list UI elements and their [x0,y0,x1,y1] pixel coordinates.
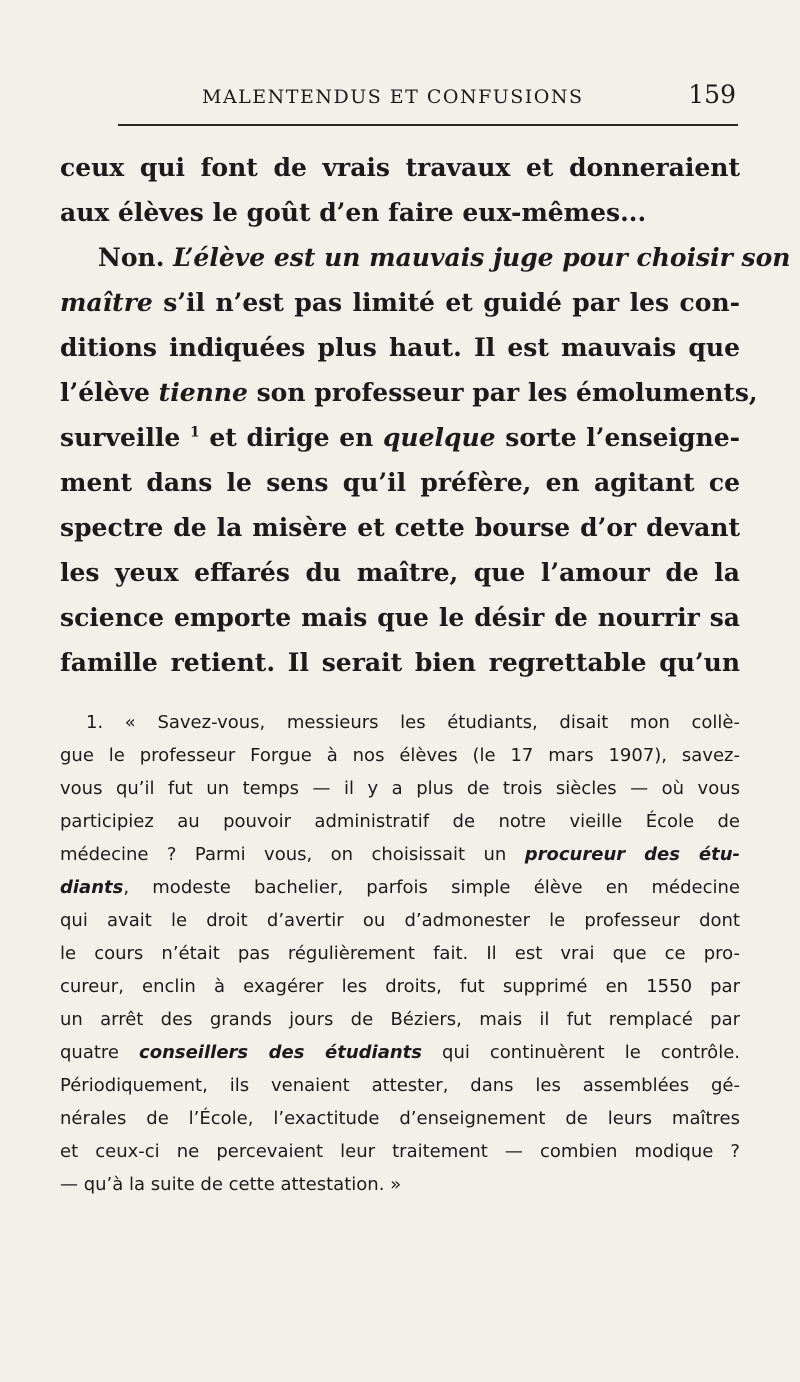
footnote-line: cureur, enclin à exagérer les droits, fut supprimé en 1550 par [60,976,740,997]
footnote-line [60,838,740,871]
text-line: spectre de la misère et cette bourse d’or devant [60,513,740,542]
text-fragment: l’élève [60,378,159,407]
italic-fragment: tienne [158,378,248,407]
footnote-line: le cours n’était pas régulièrement fait. Il est vrai que ce pro- [60,943,740,964]
text-fragment: quatre [60,1042,140,1063]
page-number: 159 [688,80,736,109]
text-line [60,235,791,280]
text-fragment: , modeste bachelier, parfois simple élève en médecine [123,877,740,898]
footnote-line: un arrêt des grands jours de Béziers, mais il fut remplacé par [60,1009,740,1030]
text-fragment: surveille [60,423,190,452]
text-line: famille retient. Il serait bien regrettable qu’un [60,648,740,677]
text-line: ditions indiquées plus haut. Il est mauvais que [60,333,740,362]
footnote-line: vous qu’il fut un temps — il y a plus de trois siècles — où vous [60,778,740,799]
running-title: MALENTENDUS ET CONFUSIONS [202,86,584,108]
footnote-line: — qu’à la suite de cette attestation. » [60,1174,402,1195]
footnote-line [60,1036,740,1069]
footnote-line: participiez au pouvoir administratif de notre vieille École de [60,811,740,832]
italic-fragment: diants [60,877,124,898]
text-fragment: et dirige en [199,423,383,452]
footnote-line: et ceux-ci ne percevaient leur traitement — combien modique ? [60,1141,740,1162]
text-fragment: Non. [98,243,174,272]
footnote-line: gue le professeur Forgue à nos élèves (le 17 mars 1907), savez- [60,745,740,766]
footnote [60,706,740,1201]
text-line: aux élèves le goût d’en faire eux-mêmes... [60,198,647,227]
footnote-line: Périodiquement, ils venaient attester, dans les assemblées gé- [60,1075,740,1096]
italic-fragment: conseillers des étudiants [139,1042,423,1063]
text-line: science emporte mais que le désir de nourrir sa [60,603,740,632]
italic-fragment: L’élève est un mauvais juge pour choisir son [173,243,791,272]
italic-fragment: quelque [382,423,496,452]
running-head [118,80,738,116]
text-fragment: s’il n’est pas limité et guidé par les con- [152,288,740,317]
footnote-line: 1. « Savez-vous, messieurs les étudiants, disait mon collè- [86,712,740,733]
italic-fragment: maître [60,288,153,317]
text-fragment: médecine ? Parmi vous, on choisissait un [60,844,525,865]
footnote-line: nérales de l’École, l’exactitude d’enseignement de leurs maîtres [60,1108,740,1129]
italic-fragment: procureur des étu- [524,844,741,865]
footnote-line: qui avait le droit d’avertir ou d’admonester le professeur dont [60,910,740,931]
header-rule [118,124,738,126]
text-line [60,415,740,460]
text-line: les yeux effarés du maître, que l’amour de la [60,558,740,587]
main-text [60,145,791,685]
text-line: ment dans le sens qu’il préfère, en agitant ce [60,468,740,497]
text-line [60,370,758,415]
text-fragment: son professeur par les émoluments, [247,378,758,407]
footnote-line [60,871,740,904]
text-fragment: sorte l’enseigne- [495,423,740,452]
footnote-marker: 1 [189,424,200,441]
text-fragment: qui continuèrent le contrôle. [422,1042,740,1063]
text-line: ceux qui font de vrais travaux et donneraient [60,153,740,182]
text-line [60,280,740,325]
